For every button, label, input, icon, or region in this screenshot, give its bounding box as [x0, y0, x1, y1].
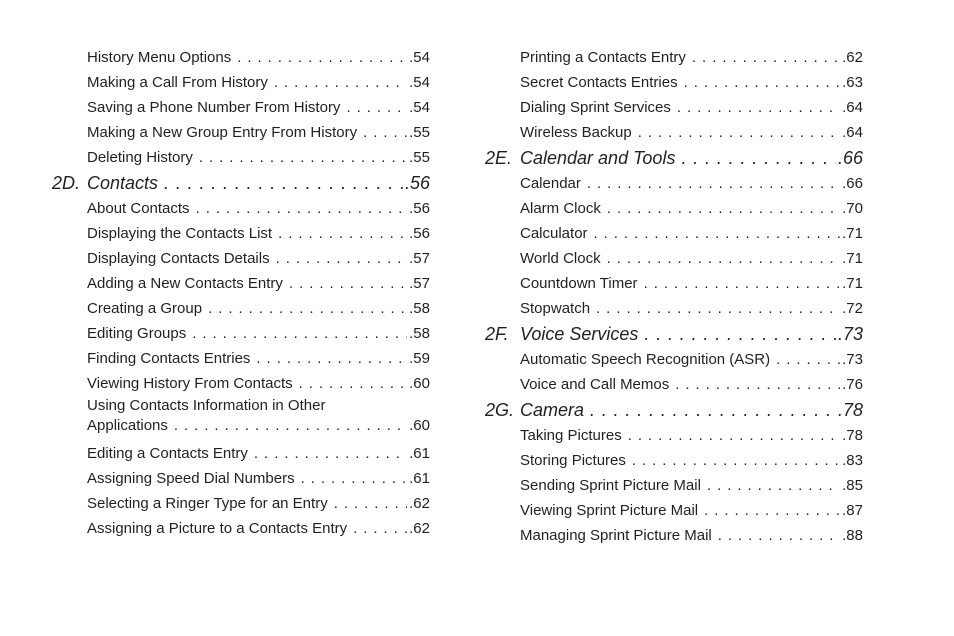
entry-title-line2-row — [87, 416, 430, 436]
entry-title: Finding Contacts Entries — [87, 350, 251, 367]
toc-right-column — [485, 45, 863, 548]
entry-title: Adding a New Contacts Entry — [87, 275, 283, 292]
dot-leader — [346, 95, 407, 120]
toc-entry[interactable] — [52, 491, 430, 516]
dot-leader — [363, 120, 407, 145]
dot-leader — [607, 246, 841, 271]
entry-title: Editing a Contacts Entry — [87, 445, 248, 462]
entry-page: .71 — [842, 250, 863, 267]
entry-page: .73 — [842, 351, 863, 368]
entry-page: .56 — [409, 225, 430, 242]
entry-page: .64 — [842, 124, 863, 141]
entry-page: .61 — [409, 445, 430, 462]
entry-title: Taking Pictures — [520, 427, 622, 444]
entry-title: Selecting a Ringer Type for an Entry — [87, 495, 328, 512]
entry-page: .83 — [842, 452, 863, 469]
entry-title: Managing Sprint Picture Mail — [520, 527, 712, 544]
dot-leader — [276, 246, 408, 271]
toc-section-heading[interactable] — [485, 397, 863, 423]
toc-entry[interactable] — [485, 473, 863, 498]
toc-entry[interactable] — [485, 196, 863, 221]
entry-page: .54 — [409, 49, 430, 66]
entry-page: .59 — [409, 350, 430, 367]
section-title: Contacts — [87, 173, 159, 193]
dot-leader — [590, 397, 836, 423]
dot-leader — [692, 45, 840, 70]
entry-title: Voice and Call Memos — [520, 376, 670, 393]
toc-entry[interactable] — [485, 448, 863, 473]
entry-page: .87 — [842, 502, 863, 519]
entry-title: Editing Groups — [87, 325, 187, 342]
dot-leader — [675, 372, 840, 397]
entry-page: .62 — [842, 49, 863, 66]
entry-page: .71 — [842, 225, 863, 242]
dot-leader — [192, 321, 407, 346]
entry-page: .66 — [842, 175, 863, 192]
toc-left-column — [52, 45, 430, 541]
entry-page: .88 — [842, 527, 863, 544]
dot-leader — [334, 491, 407, 516]
toc-entry[interactable] — [485, 45, 863, 70]
entry-title: Automatic Speech Recognition (ASR) — [520, 351, 771, 368]
toc-section-heading[interactable] — [52, 170, 430, 196]
toc-entry[interactable] — [52, 321, 430, 346]
toc-entry[interactable] — [52, 45, 430, 70]
entry-page: .54 — [409, 74, 430, 91]
dot-leader — [632, 448, 840, 473]
entry-page: .85 — [842, 477, 863, 494]
toc-entry[interactable] — [485, 171, 863, 196]
entry-title: Saving a Phone Number From History — [87, 99, 341, 116]
toc-entry[interactable] — [52, 516, 430, 541]
entry-title: Creating a Group — [87, 300, 203, 317]
dot-leader — [256, 346, 407, 371]
dot-leader — [237, 45, 407, 70]
entry-page: .56 — [409, 200, 430, 217]
toc-entry[interactable] — [485, 372, 863, 397]
toc-entry[interactable] — [485, 347, 863, 372]
dot-leader — [208, 296, 407, 321]
toc-entry[interactable] — [485, 498, 863, 523]
entry-page: .55 — [409, 124, 430, 141]
entry-title: Deleting History — [87, 149, 193, 166]
toc-entry[interactable] — [485, 523, 863, 548]
dot-leader — [254, 441, 407, 466]
section-page: .78 — [837, 400, 863, 420]
entry-title: Storing Pictures — [520, 452, 626, 469]
entry-title: History Menu Options — [87, 49, 232, 66]
section-title: Camera — [520, 400, 585, 420]
entry-page: .72 — [842, 300, 863, 317]
toc-entry[interactable] — [52, 70, 430, 95]
dot-leader — [638, 120, 840, 145]
entry-title: Dialing Sprint Services — [520, 99, 671, 116]
entry-title: Displaying the Contacts List — [87, 225, 273, 242]
toc-entry[interactable] — [485, 271, 863, 296]
section-number: 2E. — [485, 148, 513, 168]
entry-page: .60 — [409, 417, 430, 434]
dot-leader — [164, 170, 403, 196]
dot-leader — [707, 473, 840, 498]
toc-entry[interactable] — [485, 70, 863, 95]
entry-page: .57 — [409, 275, 430, 292]
toc-section-heading[interactable] — [485, 321, 863, 347]
dot-leader — [704, 498, 840, 523]
entry-title: Displaying Contacts Details — [87, 250, 270, 267]
toc-entry[interactable] — [485, 120, 863, 145]
section-title: Calendar and Tools — [520, 148, 676, 168]
dot-leader — [274, 70, 407, 95]
entry-title: Sending Sprint Picture Mail — [520, 477, 701, 494]
toc-section-heading[interactable] — [485, 145, 863, 171]
section-title: Voice Services — [520, 324, 639, 344]
section-page: .56 — [404, 173, 430, 193]
dot-leader — [596, 296, 840, 321]
entry-title: Assigning Speed Dial Numbers — [87, 470, 295, 487]
section-page: .73 — [837, 324, 863, 344]
entry-title: Making a Call From History — [87, 74, 268, 91]
dot-leader — [644, 271, 841, 296]
section-number: 2G. — [485, 400, 515, 420]
entry-page: .55 — [409, 149, 430, 166]
entry-page: .71 — [842, 275, 863, 292]
entry-page: .58 — [409, 300, 430, 317]
dot-leader — [278, 221, 407, 246]
dot-leader — [677, 95, 840, 120]
entry-page: .78 — [842, 427, 863, 444]
toc-entry[interactable] — [52, 371, 430, 396]
toc-entry[interactable] — [52, 346, 430, 371]
dot-leader — [587, 171, 840, 196]
entry-title: Printing a Contacts Entry — [520, 49, 686, 66]
toc-entry[interactable] — [52, 296, 430, 321]
toc-entry[interactable] — [52, 120, 430, 145]
entry-page: .60 — [409, 375, 430, 392]
entry-title: Calculator — [520, 225, 588, 242]
entry-title: World Clock — [520, 250, 601, 267]
section-number: 2D. — [52, 173, 81, 193]
toc-entry-two-line[interactable] — [52, 396, 430, 441]
entry-title: Viewing Sprint Picture Mail — [520, 502, 699, 519]
toc-entry[interactable] — [485, 95, 863, 120]
entry-title: Stopwatch — [520, 300, 591, 317]
toc-entry[interactable] — [52, 246, 430, 271]
dot-leader — [289, 271, 407, 296]
entry-page: .70 — [842, 200, 863, 217]
entry-title-line2: Applications — [87, 417, 168, 434]
toc-entry[interactable] — [485, 423, 863, 448]
dot-leader — [681, 145, 836, 171]
dot-leader — [199, 145, 407, 170]
dot-leader — [684, 70, 841, 95]
entry-page: .62 — [409, 520, 430, 537]
dot-leader — [594, 221, 841, 246]
toc-entry[interactable] — [52, 271, 430, 296]
toc-entry[interactable] — [485, 221, 863, 246]
dot-leader — [607, 196, 840, 221]
entry-title: Wireless Backup — [520, 124, 632, 141]
toc-entry[interactable] — [485, 296, 863, 321]
toc-entry[interactable] — [52, 95, 430, 120]
entry-page: .57 — [409, 250, 430, 267]
entry-title-line1: Using Contacts Information in Other — [87, 397, 326, 414]
toc-entry[interactable] — [52, 196, 430, 221]
entry-page: .62 — [409, 495, 430, 512]
dot-leader — [299, 371, 408, 396]
entry-page: .76 — [842, 376, 863, 393]
section-number: 2F. — [485, 324, 509, 344]
entry-title: Making a New Group Entry From History — [87, 124, 358, 141]
dot-leader — [301, 466, 408, 491]
dot-leader — [718, 523, 840, 548]
entry-title: Alarm Clock — [520, 200, 601, 217]
entry-page: .61 — [409, 470, 430, 487]
dot-leader — [644, 321, 836, 347]
entry-page: .63 — [842, 74, 863, 91]
entry-page: .54 — [409, 99, 430, 116]
dot-leader — [196, 196, 408, 221]
dot-leader — [353, 516, 407, 541]
entry-title: Assigning a Picture to a Contacts Entry — [87, 520, 348, 537]
dot-leader — [174, 416, 407, 436]
entry-title: Viewing History From Contacts — [87, 375, 293, 392]
toc-entry[interactable] — [52, 441, 430, 466]
entry-page: .58 — [409, 325, 430, 342]
toc-entry[interactable] — [52, 145, 430, 170]
entry-page: .64 — [842, 99, 863, 116]
entry-title: Calendar — [520, 175, 581, 192]
section-page: .66 — [837, 148, 863, 168]
toc-entry[interactable] — [52, 466, 430, 491]
toc-entry[interactable] — [485, 246, 863, 271]
toc-entry[interactable] — [52, 221, 430, 246]
dot-leader — [628, 423, 840, 448]
dot-leader — [776, 347, 840, 372]
entry-title: Countdown Timer — [520, 275, 638, 292]
entry-title: About Contacts — [87, 200, 190, 217]
entry-title: Secret Contacts Entries — [520, 74, 678, 91]
